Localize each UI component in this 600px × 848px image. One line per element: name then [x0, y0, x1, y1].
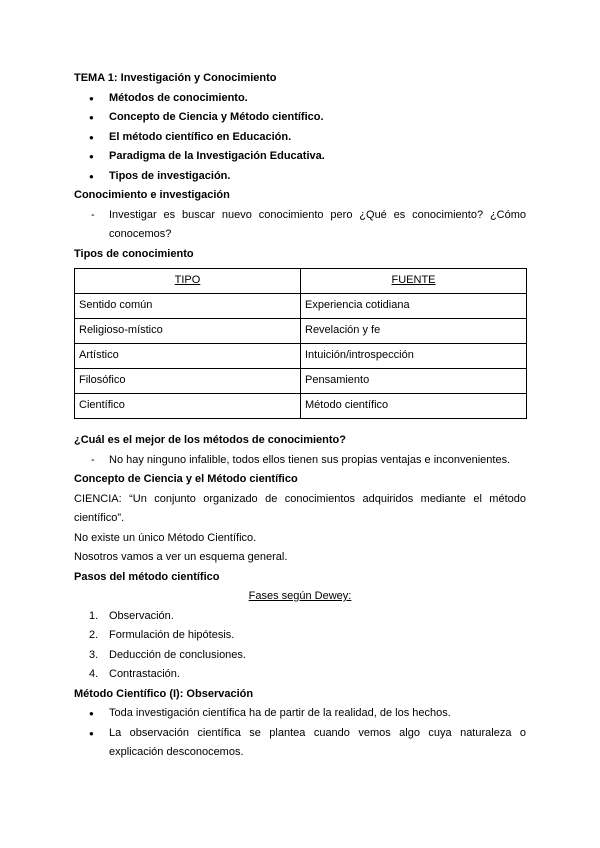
concepto-heading: Concepto de Ciencia y el Método científico [74, 473, 298, 485]
mejor-list [74, 451, 526, 471]
step-number: 3. [89, 648, 99, 661]
list-item: - Investigar es buscar nuevo conocimiento pero ¿Qué es conocimiento? ¿Cómo conocemos? [74, 206, 526, 245]
list-item: ● Concepto de Ciencia y Método científico. [74, 108, 526, 128]
concepto-text: Nosotros vamos a ver un esquema general. [74, 551, 288, 563]
fuente-cell: Experiencia cotidiana [301, 294, 527, 319]
pasos-subtitle: Fases según Dewey: [248, 590, 352, 602]
fuente-cell: Intuición/introspección [301, 344, 527, 369]
pasos-list [74, 607, 526, 685]
tipos-heading: Tipos de conocimiento [74, 247, 194, 260]
table-row [75, 294, 527, 319]
observacion-list [74, 704, 526, 763]
col-tipo-header: TIPO [75, 269, 301, 294]
step-text: Deducción de conclusiones. [109, 648, 246, 661]
step-number: 2. [89, 629, 99, 641]
list-item: ● Paradigma de la Investigación Educativa. [74, 147, 526, 167]
list-item [74, 646, 526, 666]
list-item: ● La observación científica se plantea cuando vemos algo cuya naturaleza o explicación desconocemos. [74, 724, 526, 763]
tema-list [74, 89, 526, 187]
pasos-heading: Pasos del método científico [74, 570, 220, 583]
table-row [75, 369, 527, 394]
tipo-cell: Artístico [75, 344, 301, 369]
step-text: Contrastación. [109, 668, 180, 680]
step-text: Formulación de hipótesis. [109, 629, 235, 641]
tipos-table [74, 268, 527, 419]
list-item: ● El método científico en Educación. [74, 128, 526, 148]
ciencia-definition: CIENCIA: “Un conjunto organizado de conocimientos adquiridos mediante el método científico”. [74, 492, 526, 524]
list-item [74, 665, 526, 685]
tipo-cell: Científico [75, 394, 301, 419]
tipo-cell: Sentido común [75, 294, 301, 319]
conocimiento-heading: Conocimiento e investigación [74, 189, 230, 201]
table-row [75, 394, 527, 419]
step-text: Observación. [109, 609, 174, 622]
list-item [74, 607, 526, 627]
document-page [74, 69, 526, 763]
conocimiento-list [74, 206, 526, 245]
list-item: ● Toda investigación científica ha de partir de la realidad, de los hechos. [74, 704, 526, 724]
col-fuente-header: FUENTE [301, 269, 527, 294]
concepto-text: No existe un único Método Científico. [74, 531, 257, 544]
tipo-cell: Filosófico [75, 369, 301, 394]
table-header-row [75, 269, 527, 294]
tema-title: TEMA 1: Investigación y Conocimiento [74, 72, 277, 84]
list-item: ● Métodos de conocimiento. [74, 89, 526, 109]
tipo-cell: Religioso-místico [75, 319, 301, 344]
table-row [75, 344, 527, 369]
fuente-cell: Método científico [301, 394, 527, 419]
step-number: 1. [89, 609, 99, 622]
list-item: ● Tipos de investigación. [74, 167, 526, 187]
list-item [74, 626, 526, 646]
fuente-cell: Revelación y fe [301, 319, 527, 344]
list-item: - No hay ninguno infalible, todos ellos tienen sus propias ventajas e inconvenientes. [74, 451, 526, 471]
mejor-heading: ¿Cuál es el mejor de los métodos de conocimiento? [74, 434, 346, 446]
fuente-cell: Pensamiento [301, 369, 527, 394]
observacion-heading: Método Científico (I): Observación [74, 687, 254, 700]
table-row [75, 319, 527, 344]
step-number: 4. [89, 668, 99, 680]
